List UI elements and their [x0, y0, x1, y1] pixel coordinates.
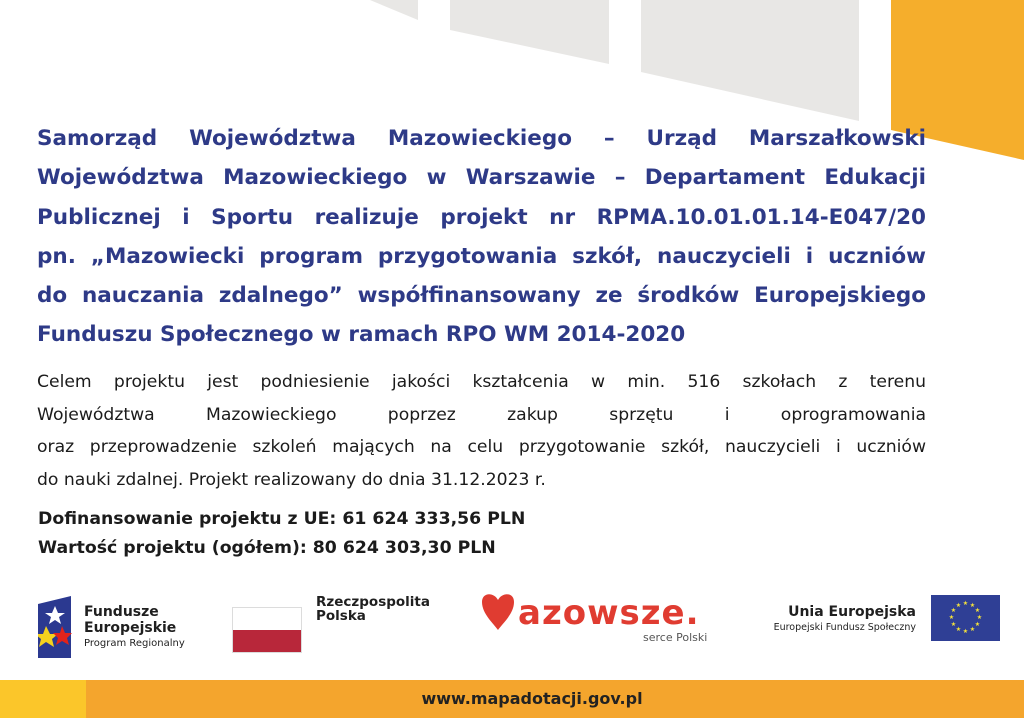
heading-line: Funduszu Społecznego w ramach RPO WM 2014-2020 — [37, 322, 686, 348]
svg-text:★: ★ — [950, 621, 957, 628]
svg-text:★: ★ — [969, 626, 976, 633]
total-project-value: Wartość projektu (ogółem): 80 624 303,30 PLN — [38, 538, 496, 558]
svg-text:azowsze.: azowsze. — [518, 593, 700, 632]
mazowsze-tagline: serce Polski — [643, 631, 708, 644]
heading-line: Publicznej i Sportu realizuje projekt nr RPMA.10.01.01.14-E047/20 — [37, 204, 926, 230]
eu-flag-icon — [931, 595, 1000, 641]
funding-info — [38, 505, 525, 563]
svg-text:★: ★ — [955, 602, 962, 609]
heading-line: Samorząd Województwa Mazowieckiego – Urząd Marszałkowski — [37, 126, 926, 151]
heading-line: do nauczania zdalnego” współfinansowany ze środków Europejskiego — [37, 283, 926, 309]
rzeczpospolita-polska-label: Rzeczpospolita Polska — [316, 594, 430, 624]
fundusze-europejskie-label: Fundusze Europejskie Program Regionalny — [84, 604, 185, 649]
description-line: oraz przeprowadzenie szkoleń mających na celu przygotowanie szkół, nauczycieli i uczniów — [37, 437, 926, 457]
footer-url-link[interactable]: www.mapadotacji.gov.pl — [421, 689, 643, 708]
eu-cofinancing-amount: Dofinansowanie projektu z UE: 61 624 333,56 PLN — [38, 509, 526, 529]
project-heading — [37, 119, 926, 355]
svg-text:★: ★ — [974, 621, 981, 628]
svg-text:★: ★ — [950, 607, 957, 614]
svg-text:★: ★ — [974, 607, 981, 614]
unia-europejska-label: Unia Europejska Europejski Fundusz Społeczny — [773, 604, 916, 633]
project-description — [37, 366, 926, 496]
svg-text:★: ★ — [948, 614, 955, 621]
polish-flag-icon — [232, 607, 302, 653]
svg-text:★: ★ — [962, 628, 969, 635]
heading-line: Województwa Mazowieckiego w Warszawie – Departament Edukacji — [37, 165, 926, 191]
svg-text:★: ★ — [976, 614, 983, 621]
description-line: do nauki zdalnej. Projekt realizowany do dnia 31.12.2023 r. — [37, 469, 546, 490]
description-line: Celem projektu jest podniesienie jakości kształcenia w min. 516 szkołach z terenu — [37, 372, 926, 392]
svg-text:★: ★ — [962, 600, 969, 607]
svg-text:★: ★ — [955, 626, 962, 633]
footer-bar — [0, 680, 1024, 718]
heading-line: pn. „Mazowiecki program przygotowania szkół, nauczycieli i uczniów — [37, 243, 926, 269]
fundusze-europejskie-icon — [38, 596, 72, 658]
description-line: Województwa Mazowieckiego poprzez zakup sprzętu i oprogramowania — [37, 404, 926, 425]
mazowsze-logo-icon — [478, 590, 728, 632]
svg-text:★: ★ — [969, 602, 976, 609]
